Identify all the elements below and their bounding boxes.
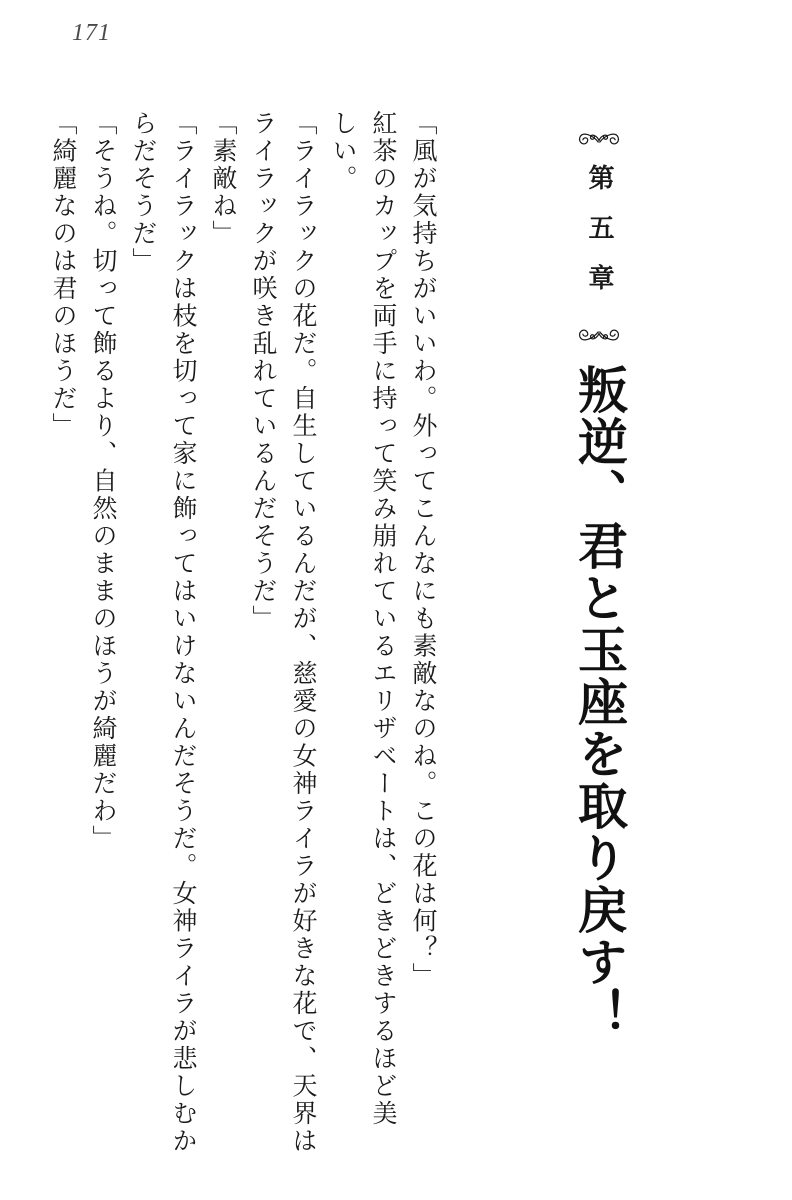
- text-column: 「そうね。切って飾るより、自然のままのほうが綺麗だわ」: [89, 110, 116, 853]
- text-column: しい。: [329, 110, 356, 193]
- page-number: 171: [72, 20, 111, 46]
- text-column: 「綺麗なのは君のほうだ」: [49, 110, 76, 440]
- text-column: らだそうだ」: [129, 110, 156, 275]
- flourish-ornament-icon: [576, 322, 622, 348]
- chapter-heading: [566, 124, 632, 1064]
- text-column: 「風が気持ちがいいわ。外ってこんなにも素敵なのね。この花は何？」: [409, 110, 436, 990]
- text-column: ライラックが咲き乱れているんだそうだ」: [249, 110, 276, 633]
- body-text: [40, 110, 442, 1170]
- text-column: 紅茶のカップを両手に持って笑み崩れているエリザベートは、どきどきするほど美: [369, 110, 396, 1128]
- text-column: 「ライラックは枝を切って家に飾ってはいけないんだそうだ。女神ライラが悲しむか: [169, 110, 196, 1155]
- flourish-ornament-icon: [576, 126, 622, 152]
- text-column: 「ライラックの花だ。自生しているんだが、慈愛の女神ライラが好きな花で、天界は: [289, 110, 316, 1155]
- chapter-number-label: 第五章: [585, 164, 614, 314]
- chapter-title: 叛逆、君と玉座を取り戻す！: [571, 364, 627, 1040]
- text-column: 「素敵ね」: [209, 110, 236, 248]
